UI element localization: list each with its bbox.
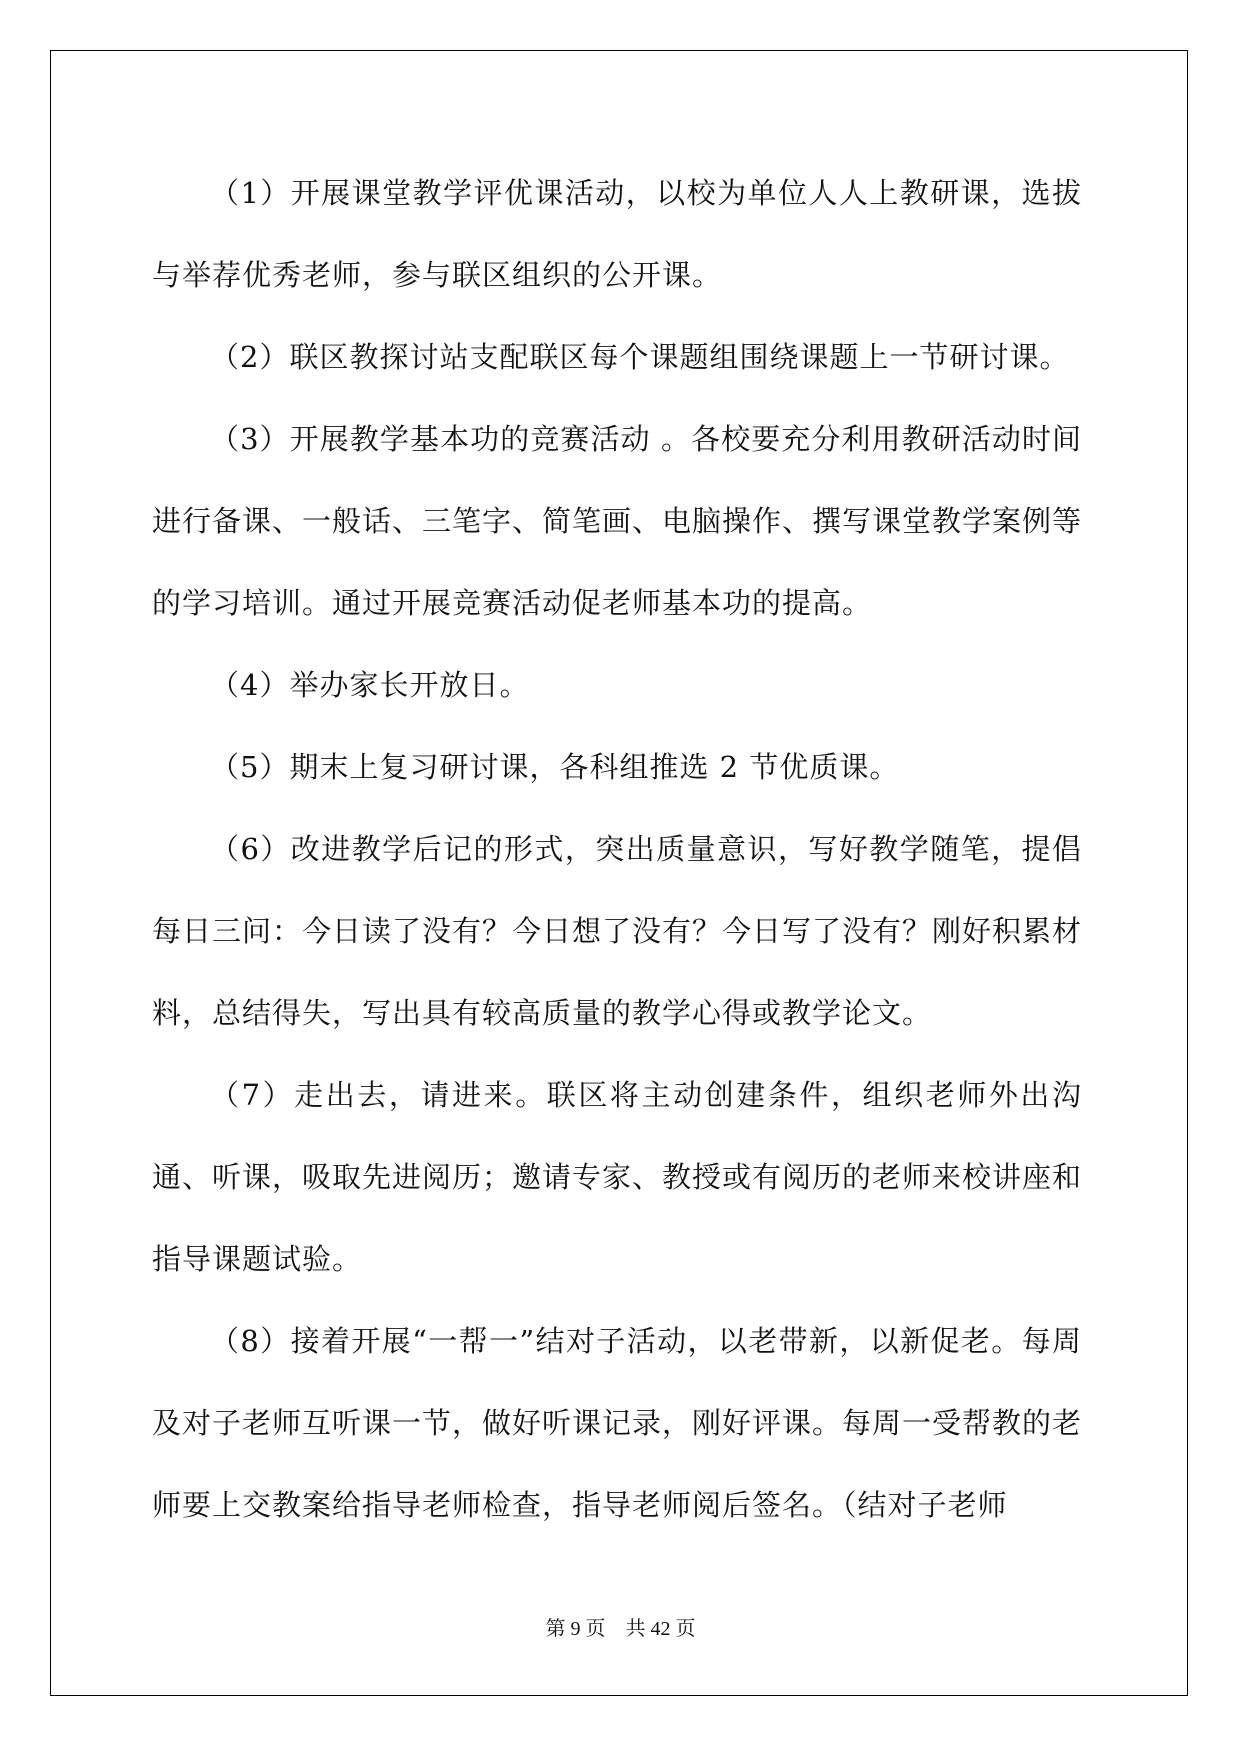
page-footer <box>0 1612 1241 1641</box>
paragraph-7: （7）走出去，请进来。联区将主动创建条件，组织老师外出沟通、听课，吸取先进阅历；邀请专家、教授或有阅历的老师来校讲座和指导课题试验。 <box>152 1078 1083 1276</box>
page-total: 共 42 页 <box>625 1618 696 1640</box>
page-number: 第 9 页 <box>545 1618 606 1640</box>
document-body <box>152 152 1082 1546</box>
paragraph-5: （5）期末上复习研讨课，各科组推选 2 节优质课。 <box>210 750 900 784</box>
paragraph-3: （3）开展教学基本功的竞赛活动 。各校要充分利用教研活动时间进行备课、一般话、三笔字、简笔画、电脑操作、撰写课堂教学案例等的学习培训。通过开展竞赛活动促老师基本功的提高。 <box>152 422 1083 620</box>
paragraph-6: （6）改进教学后记的形式，突出质量意识，写好教学随笔，提倡每日三问：今日读了没有？今日想了没有？今日写了没有？刚好积累材料，总结得失，写出具有较高质量的教学心得或教学论文。 <box>152 832 1083 1030</box>
paragraph-2: （2）联区教探讨站支配联区每个课题组围绕课题上一节研讨课。 <box>210 340 1070 374</box>
paragraph-1: （1）开展课堂教学评优课活动，以校为单位人人上教研课，选拔与举荐优秀老师，参与联区组织的公开课。 <box>152 176 1082 292</box>
paragraph-8: （8）接着开展“一帮一”结对子活动，以老带新，以新促老。每周及对子老师互听课一节，做好听课记录，刚好评课。每周一受帮教的老师要上交教案给指导老师检查，指导老师阅后签名。（结对子老师 <box>152 1324 1083 1522</box>
paragraph-4: （4）举办家长开放日。 <box>210 668 530 702</box>
